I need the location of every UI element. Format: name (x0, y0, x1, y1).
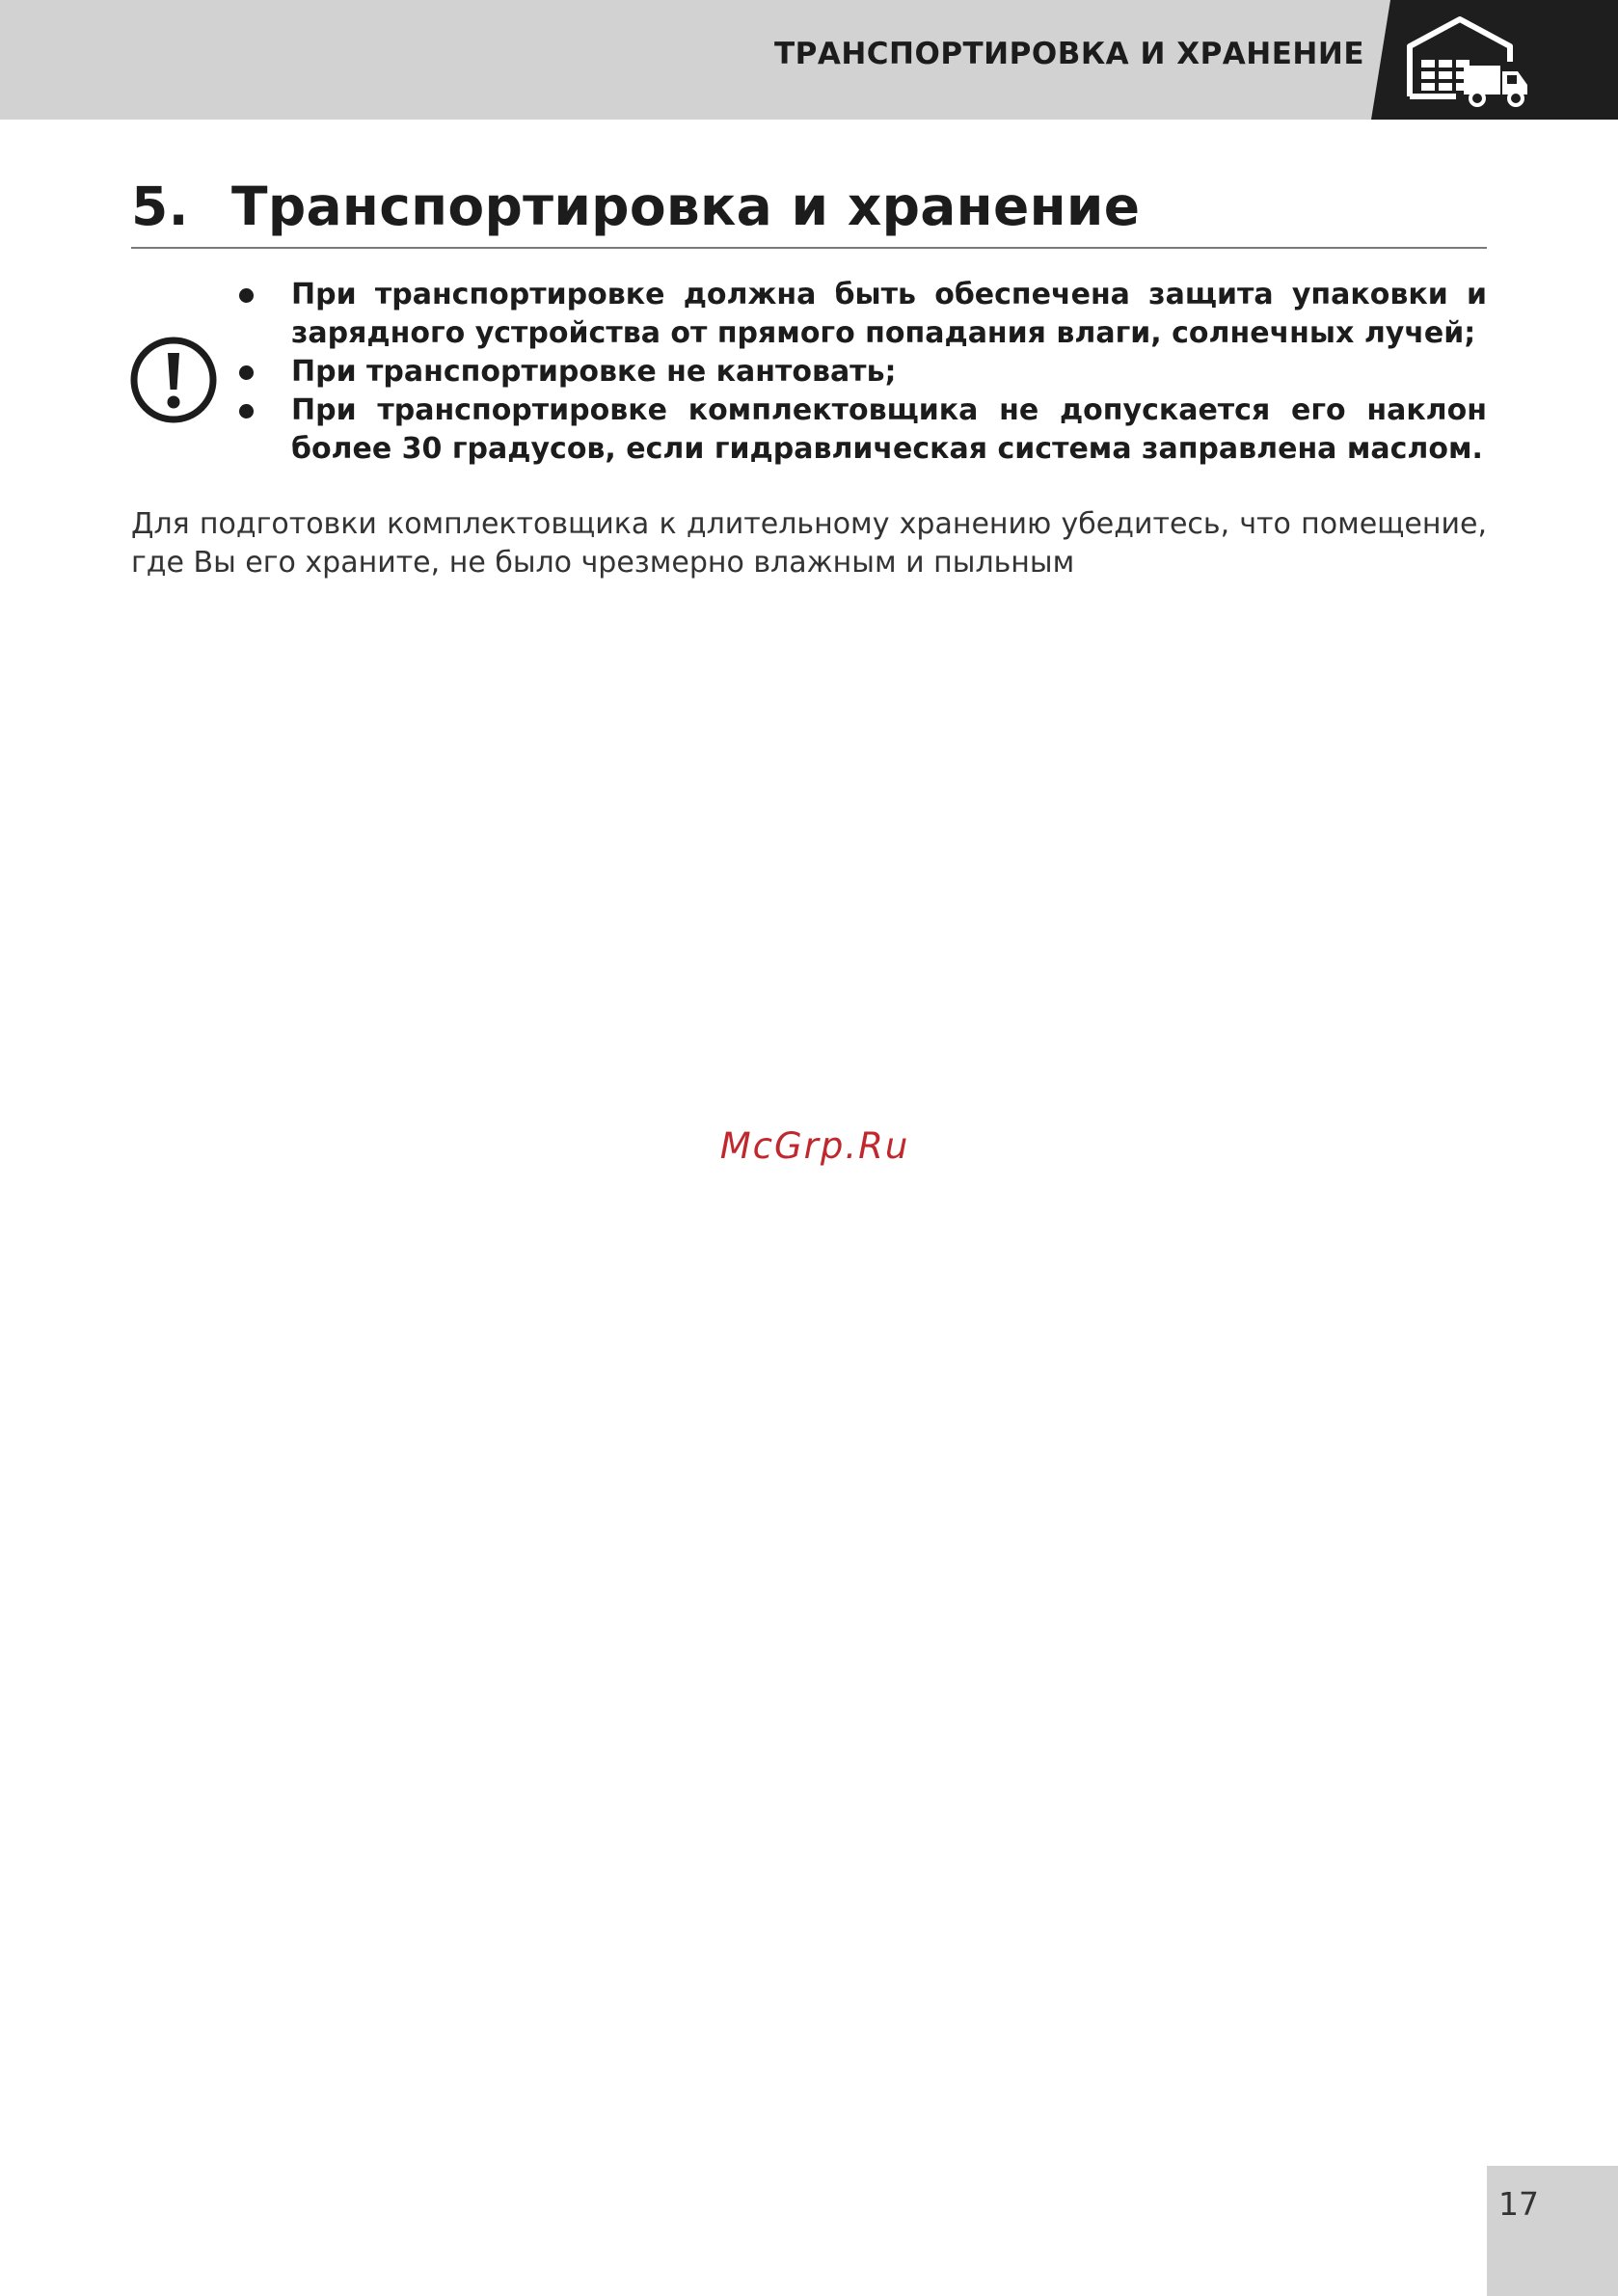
list-item-text: При транспортировке комплектовщика не допускается его наклон более 30 градусов, если гидравлическая система заправлена маслом. (291, 393, 1487, 466)
section-heading (131, 176, 1487, 249)
list-item (231, 392, 1487, 469)
list-item (231, 353, 1487, 392)
header-title: ТРАНСПОРТИРОВКА И ХРАНЕНИЕ (773, 37, 1364, 71)
bullet-icon (239, 365, 254, 380)
page-number: 17 (1498, 2185, 1539, 2223)
warning-list (231, 276, 1487, 469)
warehouse-truck-icon (1371, 0, 1618, 120)
list-item-text: При транспортировке должна быть обеспечена защита упаковки и зарядного устройства от прямого попадания влаги, солнечных лучей; (291, 278, 1487, 350)
warning-exclamation-icon (129, 336, 218, 424)
list-item (231, 276, 1487, 353)
bullet-icon (239, 288, 254, 303)
body-paragraph: Для подготовки комплектовщика к длительному хранению убедитесь, что помещение, где Вы его храните, не было чрезмерно влажным и пыльным (131, 507, 1487, 580)
section-title: Транспортировка и хранение (231, 176, 1141, 237)
section-number: 5. (131, 176, 189, 237)
list-item-text: При транспортировке не кантовать; (291, 355, 897, 389)
watermark[interactable]: McGrp.Ru (719, 1125, 910, 1167)
page-number-box (1487, 2166, 1618, 2296)
header-bar (0, 0, 1618, 120)
bullet-icon (239, 404, 254, 419)
